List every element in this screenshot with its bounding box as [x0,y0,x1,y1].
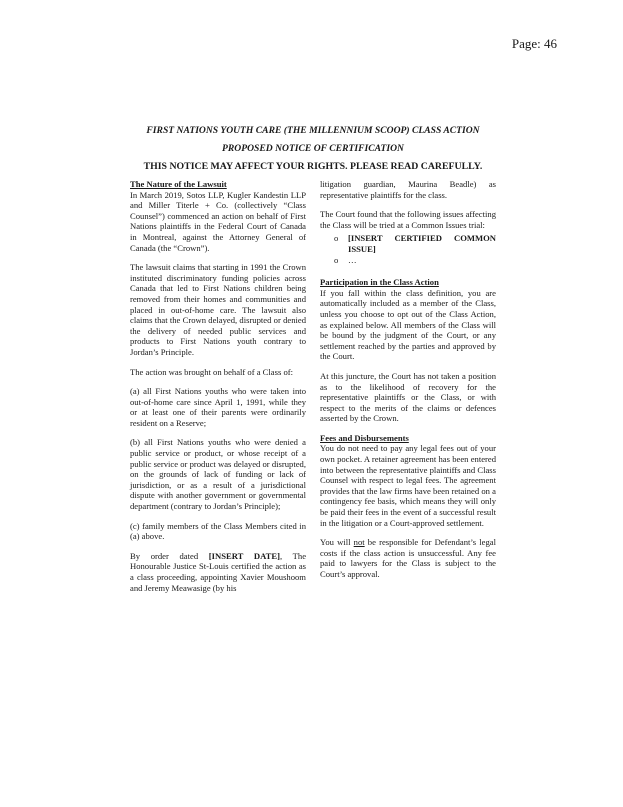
common-issues-list [320,233,496,265]
right-column [320,179,496,602]
notice-warning: THIS NOTICE MAY AFFECT YOUR RIGHTS. PLEASE READ CAREFULLY. [143,161,483,172]
costs-text-post: be responsible for Defendant’s legal costs if the class action is unsuccessful. Any fee paid to lawyers for the Class is subject to the Court’s approval. [320,537,496,579]
class-definition-c: (c) family members of the Class Members cited in (a) above. [130,520,306,542]
order-text-post: , The Honourable Justice St-Louis certified the action as a class proceeding, appointing Xavier Moushoom and Jeremy Meawasige (by his [130,550,307,593]
bullet-icon: o [334,233,339,244]
costs-paragraph [320,537,496,579]
list-item [334,233,496,254]
nature-heading: The Nature of the Lawsuit [130,179,227,189]
notice-subtitle: PROPOSED NOTICE OF CERTIFICATION [222,143,404,154]
common-issue-placeholder: [INSERT CERTIFIED COMMON ISSUE] [348,233,496,254]
participation-section [320,277,496,362]
class-definition-a: (a) all First Nations youths who were taken into out-of-home care since April 1, 1991, while they or at least one of their parents were ordinarily resident on a Reserve; [130,386,306,428]
nature-paragraph-1: In March 2019, Sotos LLP, Kugler Kandestin LLP and Miller Titerle + Co. (collectively “Class Counsel”) commenced an action on behalf of First Nations plaintiffs in the Federal Court of Canada in Montreal, against the Attorney General of Canada (the “Crown”). [130,189,306,253]
notice-columns [130,179,496,602]
page-number: Page: 46 [511,36,557,51]
order-paragraph [130,551,306,593]
not-emphasis: not [353,537,365,548]
insert-date-placeholder: [INSERT DATE] [208,550,280,561]
certification-notice [130,124,496,602]
fees-section [320,433,496,528]
list-item [334,255,496,266]
class-intro: The action was brought on behalf of a Class of: [130,366,294,377]
notice-title: FIRST NATIONS YOUTH CARE (THE MILLENNIUM SCOOP) CLASS ACTION [146,125,480,136]
court-position-paragraph: At this juncture, the Court has not taken a position as to the likelihood of recovery for the representative plaintiffs or the Class, or with respect to the merits of the claims or defences asserted by the Crown. [320,370,496,424]
common-issue-ellipsis: … [348,254,357,265]
nature-paragraph-2: The lawsuit claims that starting in 1991 the Crown instituted discriminatory funding policies across Canada that led to First Nations children being removed from their homes and communities and placed in out-of-home care. The lawsuit also claims that the Crown delayed, disrupted or denied the delivery of needed public services and products to First Nations youth contrary to Jordan’s Principle. [130,262,306,357]
class-definition-b: (b) all First Nations youths who were denied a public service or product, or whose receipt of a public service or product was delayed or disrupted, on the grounds of lack of funding or lack of jurisdiction, or as a result of a jurisdictional dispute with another government or governmental department (contrary to Jordan’s Principle); [130,437,306,512]
left-column [130,179,306,602]
nature-section [130,179,306,253]
fees-paragraph: You do not need to pay any legal fees out of your own pocket. A retainer agreement has been entered into between the representative plaintiffs and Class Counsel with respect to legal fees. The agreement provides that the law firms have been retained on a contingency fee basis, which means they will only be paid their fees in the event of a successful result in the litigation or a Court-approved settlement. [320,443,496,528]
common-issues-intro: The Court found that the following issues affecting the Class will be tried at a Common Issues trial: [320,209,496,230]
participation-paragraph: If you fall within the class definition, you are automatically included as a member of the Class, unless you choose to opt out of the Class Action, as explained below. All members of the Class will be bound by the judgment of the Court, or any settlement reached by the parties and approved by the Court. [320,287,496,362]
fees-heading: Fees and Disbursements [320,432,409,443]
order-text-pre: By order dated [130,550,209,561]
participation-heading: Participation in the Class Action [320,277,439,288]
bullet-icon: o [334,254,339,265]
representative-paragraph: litigation guardian, Maurina Beadle) as representative plaintiffs for the class. [320,179,496,200]
costs-text-pre: You will [320,537,354,548]
